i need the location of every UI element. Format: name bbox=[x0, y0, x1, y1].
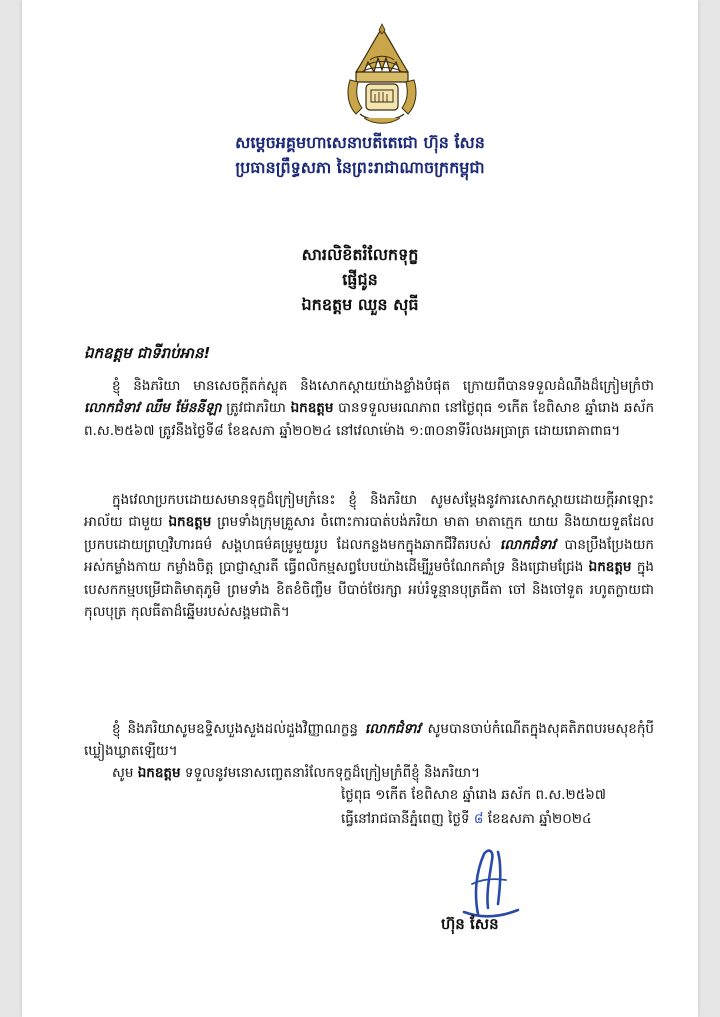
lunar-date: ថ្ងៃពុធ ១កើត ខែពិសាខ ឆ្នាំរោង ឆស័ក ព.ស.២៥៦៧ bbox=[341, 787, 606, 803]
recipient-honorific: ឯកឧត្តម bbox=[137, 765, 181, 781]
signature-icon bbox=[458, 844, 524, 922]
paragraph-text: សូមបានចាប់កំណើតក្នុងសុគតិភពបរមសុខកុំបីឃ្លៀងឃ្លាតឡើយ។ bbox=[84, 721, 654, 760]
paragraph-prayer bbox=[84, 718, 654, 763]
signatory-name: ហ៊ុន សែន bbox=[441, 915, 499, 933]
paragraph-closing bbox=[84, 762, 654, 784]
paragraph-text: ព្រមទាំងក្រុមគ្រួសារ ចំពោះការបាត់បង់ភរិយា មាតា មាតាក្មេក យាយ និងយាយទួតដែលប្រកបដោយព្រហ្មវិហារធម៌ សង្គហធម៌គម្រូមួយរូប ដែលកន្លងមកក្នុងឆាកជីវិតរបស់ bbox=[84, 514, 654, 553]
paragraph-text: ក្នុងបេសកកម្មបម្រើជាតិមាតុភូមិ ព្រមទាំង ខិតខំចិញ្ចឹម បីបាច់ថែរក្សា អប់រំទូន្មានបុត្រធីតា ចៅ និងចៅទួត រហូតក្លាយជាកុលបុត្រ កុលធីតាដ៏ឆ្នើមរបស់សង្គមជាតិ។ bbox=[84, 559, 654, 621]
solar-date-suffix: ខែឧសភា ឆ្នាំ២០២៤ bbox=[483, 811, 592, 827]
paragraph-text: ខ្ញុំ និងភរិយាសូមឧទ្ទិសបួងសួងដល់ដួងវិញ្ញាណក្ខន្ធ bbox=[112, 721, 365, 737]
recipient-honorific: ឯកឧត្តម bbox=[168, 514, 212, 531]
solar-date bbox=[341, 810, 592, 830]
deceased-honorific: លោកជំទាវ bbox=[499, 536, 556, 553]
sender-block bbox=[22, 130, 698, 180]
send-to-label: ផ្ញើជូន bbox=[342, 270, 378, 289]
recipient-name: ឯកឧត្តម ឈួន សុធី bbox=[301, 295, 419, 314]
salutation: ឯកឧត្តម ជាទីរាប់អាន! bbox=[84, 344, 211, 362]
sender-title: ប្រធានព្រឹទ្ធសភា នៃព្រះរាជាណាចក្រកម្ពុជា bbox=[235, 158, 485, 177]
paragraph-text: ខ្ញុំ និងភរិយា មានសេចក្តីតក់ស្លុត និងសោកស្តាយយ៉ាងខ្លាំងបំផុត ក្រោយពីបានទទួលដំណឹងដ៏ក្រៀមក្រំថា bbox=[112, 378, 654, 394]
deceased-honorific: លោកជំទាវ bbox=[364, 721, 421, 737]
sender-name: សម្តេចអគ្គមហាសេនាបតីតេជោ ហ៊ុន សែន bbox=[235, 133, 485, 152]
paragraph-condolence bbox=[84, 489, 654, 623]
paragraph-text: ទទួលនូវមនោសញ្ចេតនារំលែកទុក្ខដ៏ក្រៀមក្រំពីខ្ញុំ និងភរិយា។ bbox=[180, 765, 481, 781]
solar-date-prefix: ធ្វើនៅរាជធានីភ្នំពេញ ថ្ងៃទី bbox=[341, 811, 474, 827]
paragraph-text: ក្នុងវេលាប្រកបដោយសមានទុក្ខដ៏ក្រៀមក្រំនេះ ខ្ញុំ និងភរិយា សូមសម្តែងនូវការសោកស្តាយដោយក្តីអាឡោះអាល័យ ជាមួយ bbox=[84, 492, 654, 531]
recipient-honorific: ឯកឧត្តម bbox=[290, 400, 334, 417]
paragraph-text: សូម bbox=[112, 765, 138, 781]
letter-type: សារលិខិតរំលែកទុក្ខ bbox=[301, 245, 419, 264]
paragraph-text: បានទទួលមរណភាព នៅថ្ងៃពុធ ១កើត ខែពិសាខ ឆ្នាំរោង ឆស័ក ព.ស.២៥៦៧ ត្រូវនឹងថ្ងៃទី៨ ខែឧសភា ឆ្នាំ២០២៤ នៅវេលាម៉ោង ១:៣០នាទីរំលងអធ្រាត្រ ដោយរោគាពាធ។ bbox=[84, 400, 655, 439]
paragraph-announcement bbox=[84, 375, 654, 442]
paragraph-text: ត្រូវជាភរិយា bbox=[221, 400, 291, 417]
recipient-honorific: ឯកឧត្តម bbox=[588, 559, 632, 576]
letter-heading bbox=[22, 242, 698, 317]
letter-page bbox=[22, 0, 698, 1017]
royal-emblem-icon bbox=[342, 22, 422, 127]
solar-date-day: ៨ bbox=[473, 811, 484, 827]
paragraph-text: បានប្រឹងប្រែងយកអស់កម្លាំងកាយ កម្លាំងចិត្ត ប្រាជ្ញាស្មារតី ធ្វើពលិកម្មសព្វបែបយ៉ាងដើម្បីរួមចំណែកគាំទ្រ និងជ្រោមជ្រែង bbox=[84, 536, 654, 576]
deceased-name: លោកជំទាវ ឈឹម ម៉ែននីឡា bbox=[84, 400, 222, 417]
